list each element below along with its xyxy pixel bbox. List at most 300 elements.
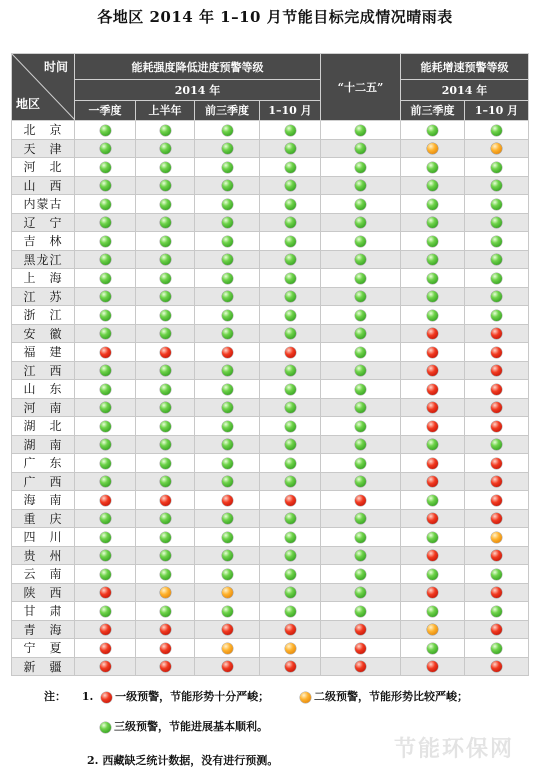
- col-header-q3: 前三季度: [195, 100, 260, 120]
- orange-status-icon: [222, 587, 233, 598]
- region-name: 天 津: [12, 139, 75, 158]
- status-cell: [75, 380, 136, 399]
- green-status-icon: [285, 236, 296, 247]
- status-cell: [75, 232, 136, 251]
- green-status-icon: [491, 291, 502, 302]
- green-status-icon: [355, 606, 366, 617]
- status-cell: [401, 139, 465, 158]
- region-name: 江 苏: [12, 287, 75, 306]
- red-status-icon: [100, 624, 111, 635]
- forecast-table: [11, 53, 529, 676]
- green-alert-icon: [100, 722, 111, 733]
- status-cell: [465, 250, 529, 269]
- green-status-icon: [100, 143, 111, 154]
- red-status-icon: [100, 587, 111, 598]
- status-cell: [195, 232, 260, 251]
- status-cell: [401, 232, 465, 251]
- table-row: [12, 324, 529, 343]
- status-cell: [195, 250, 260, 269]
- green-status-icon: [491, 254, 502, 265]
- status-cell: [136, 435, 195, 454]
- status-cell: [260, 454, 321, 473]
- status-cell: [401, 528, 465, 547]
- status-cell: [195, 361, 260, 380]
- region-name: 云 南: [12, 565, 75, 584]
- status-cell: [401, 287, 465, 306]
- status-cell: [321, 620, 401, 639]
- green-status-icon: [285, 254, 296, 265]
- red-status-icon: [160, 347, 171, 358]
- region-name: 湖 南: [12, 435, 75, 454]
- green-status-icon: [427, 180, 438, 191]
- green-status-icon: [491, 199, 502, 210]
- green-status-icon: [355, 273, 366, 284]
- col-header-h1: 上半年: [136, 100, 195, 120]
- status-cell: [401, 306, 465, 325]
- red-status-icon: [491, 476, 502, 487]
- status-cell: [260, 361, 321, 380]
- status-cell: [136, 121, 195, 140]
- status-cell: [136, 472, 195, 491]
- red-status-icon: [160, 661, 171, 672]
- region-name: 上 海: [12, 269, 75, 288]
- green-status-icon: [222, 458, 233, 469]
- green-status-icon: [100, 310, 111, 321]
- green-status-icon: [285, 458, 296, 469]
- red-status-icon: [427, 476, 438, 487]
- status-cell: [401, 361, 465, 380]
- red-status-icon: [491, 384, 502, 395]
- table-row: [12, 546, 529, 565]
- green-status-icon: [160, 125, 171, 136]
- region-name: 贵 州: [12, 546, 75, 565]
- green-status-icon: [100, 291, 111, 302]
- status-cell: [401, 491, 465, 510]
- green-status-icon: [491, 310, 502, 321]
- col-header-growth-jan-oct: 1–10 月: [465, 100, 529, 120]
- status-cell: [195, 324, 260, 343]
- green-status-icon: [285, 310, 296, 321]
- status-cell: [260, 121, 321, 140]
- status-cell: [321, 306, 401, 325]
- status-cell: [260, 620, 321, 639]
- green-status-icon: [427, 236, 438, 247]
- red-status-icon: [285, 347, 296, 358]
- table-row: [12, 528, 529, 547]
- status-cell: [401, 454, 465, 473]
- status-cell: [75, 472, 136, 491]
- green-status-icon: [427, 162, 438, 173]
- red-status-icon: [491, 458, 502, 469]
- status-cell: [465, 176, 529, 195]
- status-cell: [136, 139, 195, 158]
- status-cell: [195, 398, 260, 417]
- status-cell: [465, 343, 529, 362]
- green-status-icon: [285, 384, 296, 395]
- green-status-icon: [355, 587, 366, 598]
- green-status-icon: [491, 273, 502, 284]
- status-cell: [321, 380, 401, 399]
- status-cell: [465, 620, 529, 639]
- status-cell: [465, 472, 529, 491]
- green-status-icon: [100, 217, 111, 228]
- status-cell: [321, 269, 401, 288]
- status-cell: [465, 417, 529, 436]
- green-status-icon: [100, 199, 111, 210]
- green-status-icon: [100, 421, 111, 432]
- status-cell: [195, 583, 260, 602]
- status-cell: [321, 361, 401, 380]
- status-cell: [195, 380, 260, 399]
- green-status-icon: [355, 217, 366, 228]
- region-name: 新 疆: [12, 657, 75, 676]
- status-cell: [136, 546, 195, 565]
- green-status-icon: [222, 273, 233, 284]
- green-status-icon: [427, 606, 438, 617]
- green-status-icon: [355, 162, 366, 173]
- region-name: 山 东: [12, 380, 75, 399]
- status-cell: [401, 546, 465, 565]
- status-cell: [401, 158, 465, 177]
- green-status-icon: [222, 532, 233, 543]
- status-cell: [321, 121, 401, 140]
- status-cell: [260, 491, 321, 510]
- green-status-icon: [427, 569, 438, 580]
- red-status-icon: [427, 402, 438, 413]
- red-status-icon: [427, 550, 438, 561]
- green-status-icon: [285, 513, 296, 524]
- status-cell: [321, 509, 401, 528]
- green-status-icon: [355, 458, 366, 469]
- status-cell: [75, 620, 136, 639]
- green-status-icon: [355, 125, 366, 136]
- green-status-icon: [427, 439, 438, 450]
- status-cell: [195, 213, 260, 232]
- green-status-icon: [222, 180, 233, 191]
- green-status-icon: [160, 421, 171, 432]
- status-cell: [260, 417, 321, 436]
- status-cell: [75, 417, 136, 436]
- green-status-icon: [355, 236, 366, 247]
- green-status-icon: [355, 254, 366, 265]
- green-status-icon: [355, 328, 366, 339]
- red-status-icon: [160, 624, 171, 635]
- status-cell: [75, 213, 136, 232]
- green-status-icon: [285, 125, 296, 136]
- status-cell: [465, 454, 529, 473]
- status-cell: [401, 417, 465, 436]
- green-status-icon: [427, 291, 438, 302]
- green-status-icon: [285, 328, 296, 339]
- green-status-icon: [285, 402, 296, 413]
- status-cell: [260, 602, 321, 621]
- status-cell: [465, 213, 529, 232]
- status-cell: [465, 398, 529, 417]
- status-cell: [195, 491, 260, 510]
- note-1-number: 1.: [81, 690, 94, 703]
- table-row: [12, 343, 529, 362]
- status-cell: [136, 417, 195, 436]
- status-cell: [465, 121, 529, 140]
- status-cell: [465, 583, 529, 602]
- col-header-q1: 一季度: [75, 100, 136, 120]
- green-status-icon: [355, 365, 366, 376]
- green-status-icon: [285, 365, 296, 376]
- red-status-icon: [222, 624, 233, 635]
- status-cell: [136, 657, 195, 676]
- green-status-icon: [100, 569, 111, 580]
- status-cell: [321, 250, 401, 269]
- status-cell: [321, 398, 401, 417]
- status-cell: [260, 398, 321, 417]
- region-name: 福 建: [12, 343, 75, 362]
- status-cell: [195, 287, 260, 306]
- orange-status-icon: [160, 587, 171, 598]
- status-cell: [75, 343, 136, 362]
- status-cell: [465, 380, 529, 399]
- status-cell: [195, 269, 260, 288]
- status-cell: [260, 306, 321, 325]
- status-cell: [195, 528, 260, 547]
- status-cell: [136, 361, 195, 380]
- region-name: 甘 肃: [12, 602, 75, 621]
- status-cell: [465, 602, 529, 621]
- status-cell: [260, 195, 321, 214]
- green-status-icon: [285, 587, 296, 598]
- green-status-icon: [491, 180, 502, 191]
- status-cell: [195, 565, 260, 584]
- status-cell: [260, 343, 321, 362]
- green-status-icon: [100, 162, 111, 173]
- region-name: 广 西: [12, 472, 75, 491]
- green-status-icon: [160, 402, 171, 413]
- status-cell: [321, 417, 401, 436]
- status-cell: [195, 509, 260, 528]
- table-row: [12, 454, 529, 473]
- notes-prefix: 注：: [44, 690, 66, 703]
- status-cell: [136, 639, 195, 658]
- green-status-icon: [100, 254, 111, 265]
- red-status-icon: [427, 421, 438, 432]
- green-status-icon: [222, 384, 233, 395]
- status-cell: [260, 435, 321, 454]
- table-row: [12, 657, 529, 676]
- status-cell: [465, 509, 529, 528]
- status-cell: [260, 657, 321, 676]
- green-status-icon: [427, 273, 438, 284]
- status-cell: [321, 528, 401, 547]
- status-cell: [321, 324, 401, 343]
- status-cell: [401, 602, 465, 621]
- status-cell: [75, 509, 136, 528]
- green-status-icon: [222, 569, 233, 580]
- green-status-icon: [285, 569, 296, 580]
- status-cell: [136, 343, 195, 362]
- status-cell: [75, 528, 136, 547]
- red-status-icon: [491, 513, 502, 524]
- green-status-icon: [285, 476, 296, 487]
- status-cell: [75, 195, 136, 214]
- red-alert-description: 一级预警，节能形势十分严峻；: [115, 690, 270, 703]
- red-status-icon: [427, 365, 438, 376]
- status-cell: [136, 250, 195, 269]
- red-status-icon: [355, 624, 366, 635]
- green-status-icon: [222, 236, 233, 247]
- status-cell: [260, 176, 321, 195]
- green-status-icon: [100, 328, 111, 339]
- region-name: 宁 夏: [12, 639, 75, 658]
- green-status-icon: [160, 162, 171, 173]
- red-status-icon: [427, 661, 438, 672]
- green-status-icon: [427, 532, 438, 543]
- green-status-icon: [355, 347, 366, 358]
- table-row: [12, 269, 529, 288]
- status-cell: [401, 250, 465, 269]
- status-cell: [321, 195, 401, 214]
- region-name: 广 东: [12, 454, 75, 473]
- table-row: [12, 417, 529, 436]
- green-status-icon: [160, 310, 171, 321]
- status-cell: [401, 195, 465, 214]
- status-cell: [136, 195, 195, 214]
- status-cell: [401, 565, 465, 584]
- status-cell: [321, 472, 401, 491]
- green-status-icon: [355, 310, 366, 321]
- green-status-icon: [100, 365, 111, 376]
- red-status-icon: [491, 550, 502, 561]
- status-cell: [75, 269, 136, 288]
- status-cell: [195, 195, 260, 214]
- red-status-icon: [491, 495, 502, 506]
- table-row: [12, 121, 529, 140]
- region-name: 江 西: [12, 361, 75, 380]
- status-cell: [195, 546, 260, 565]
- status-cell: [465, 546, 529, 565]
- status-cell: [321, 176, 401, 195]
- status-cell: [75, 565, 136, 584]
- green-status-icon: [285, 439, 296, 450]
- green-status-icon: [285, 606, 296, 617]
- status-cell: [401, 620, 465, 639]
- red-status-icon: [100, 661, 111, 672]
- green-status-icon: [285, 550, 296, 561]
- green-status-icon: [100, 180, 111, 191]
- green-status-icon: [427, 125, 438, 136]
- green-status-icon: [285, 532, 296, 543]
- status-cell: [401, 583, 465, 602]
- table-row: [12, 158, 529, 177]
- watermark-logo: 节能环保网: [393, 737, 514, 762]
- status-cell: [401, 657, 465, 676]
- status-cell: [136, 491, 195, 510]
- status-cell: [136, 620, 195, 639]
- green-status-icon: [355, 199, 366, 210]
- status-cell: [260, 232, 321, 251]
- green-status-icon: [222, 328, 233, 339]
- table-row: [12, 176, 529, 195]
- green-status-icon: [222, 365, 233, 376]
- orange-status-icon: [222, 643, 233, 654]
- table-row: [12, 232, 529, 251]
- green-status-icon: [100, 384, 111, 395]
- red-status-icon: [285, 661, 296, 672]
- green-status-icon: [491, 217, 502, 228]
- table-row: [12, 620, 529, 639]
- status-cell: [321, 139, 401, 158]
- red-status-icon: [355, 495, 366, 506]
- green-status-icon: [491, 606, 502, 617]
- status-cell: [465, 528, 529, 547]
- red-status-icon: [100, 643, 111, 654]
- page-title: 各地区 2014 年 1–10 月节能目标完成情况晴雨表: [97, 8, 453, 26]
- red-status-icon: [222, 661, 233, 672]
- status-cell: [401, 343, 465, 362]
- status-cell: [136, 454, 195, 473]
- status-cell: [465, 232, 529, 251]
- status-cell: [75, 435, 136, 454]
- status-cell: [195, 176, 260, 195]
- status-cell: [321, 213, 401, 232]
- status-cell: [136, 232, 195, 251]
- table-row: [12, 213, 529, 232]
- red-status-icon: [222, 347, 233, 358]
- status-cell: [260, 583, 321, 602]
- region-name: 浙 江: [12, 306, 75, 325]
- red-alert-icon: [101, 692, 112, 703]
- table-row: [12, 250, 529, 269]
- red-status-icon: [100, 495, 111, 506]
- status-cell: [75, 250, 136, 269]
- red-status-icon: [491, 421, 502, 432]
- green-status-icon: [222, 143, 233, 154]
- status-cell: [321, 546, 401, 565]
- status-cell: [465, 324, 529, 343]
- green-status-icon: [285, 217, 296, 228]
- status-cell: [75, 602, 136, 621]
- status-cell: [195, 620, 260, 639]
- green-status-icon: [355, 550, 366, 561]
- status-cell: [465, 361, 529, 380]
- red-status-icon: [100, 347, 111, 358]
- table-row: [12, 472, 529, 491]
- group-header-growth: 能耗增速预警等级: [401, 54, 529, 80]
- table-row: [12, 139, 529, 158]
- status-cell: [321, 232, 401, 251]
- red-status-icon: [427, 587, 438, 598]
- green-status-icon: [355, 569, 366, 580]
- green-status-icon: [427, 495, 438, 506]
- green-status-icon: [355, 180, 366, 191]
- status-cell: [260, 528, 321, 547]
- red-status-icon: [427, 328, 438, 339]
- green-status-icon: [100, 402, 111, 413]
- region-name: 北 京: [12, 121, 75, 140]
- status-cell: [465, 491, 529, 510]
- green-status-icon: [491, 236, 502, 247]
- green-status-icon: [222, 513, 233, 524]
- status-cell: [75, 324, 136, 343]
- green-status-icon: [160, 273, 171, 284]
- status-cell: [465, 158, 529, 177]
- year-header-1: 2014 年: [75, 80, 321, 100]
- green-status-icon: [285, 421, 296, 432]
- green-status-icon: [285, 199, 296, 210]
- region-name: 内蒙古: [12, 195, 75, 214]
- status-cell: [136, 176, 195, 195]
- status-cell: [260, 324, 321, 343]
- status-cell: [136, 269, 195, 288]
- region-name: 河 北: [12, 158, 75, 177]
